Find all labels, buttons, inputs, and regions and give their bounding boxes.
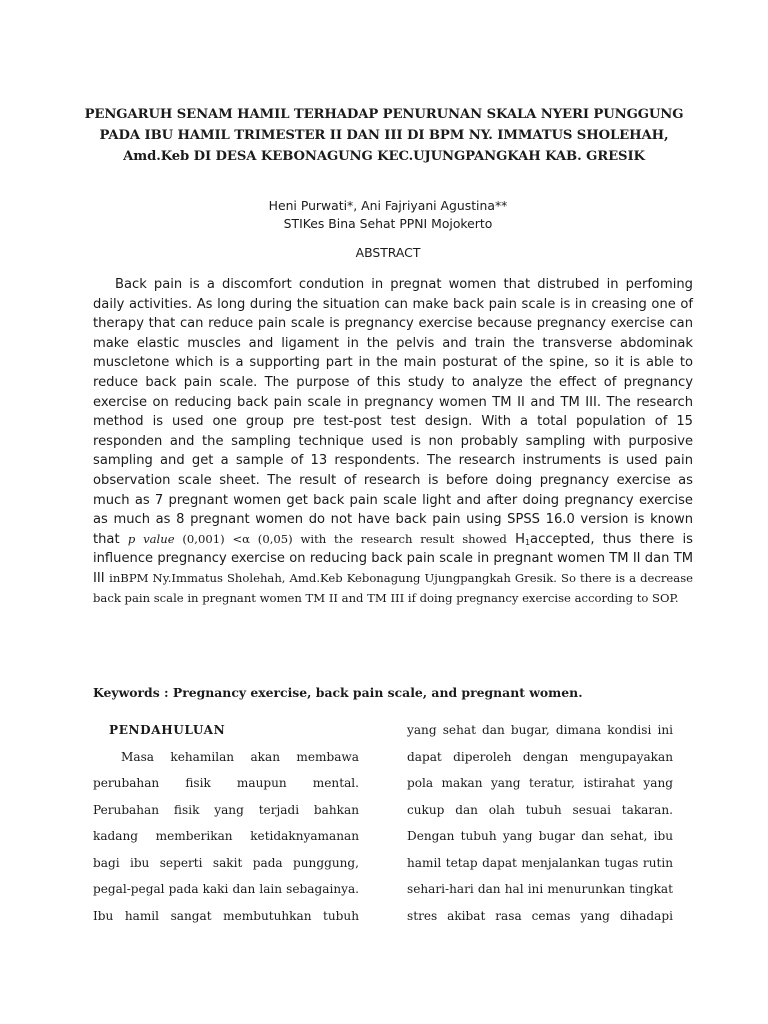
left-column-line: kadang memberikan ketidaknyamanan bbox=[93, 829, 359, 843]
left-column-line: Perubahan fisik yang terjadi bahkan bbox=[93, 802, 359, 817]
title-line-1: PENGARUH SENAM HAMIL TERHADAP PENURUNAN SKALA NYERI PUNGGUNG bbox=[84, 107, 684, 122]
abstract-hypothesis bbox=[507, 532, 530, 547]
abstract-stats: (0,001) <α (0,05) with the research result showed bbox=[174, 531, 507, 546]
title-line-2: PADA IBU HAMIL TRIMESTER II DAN III DI BPM NY. IMMATUS SHOLEHAH, bbox=[99, 128, 669, 143]
right-column bbox=[407, 717, 673, 929]
title-line-3: Amd.Keb DI DESA KEBONAGUNG KEC.UJUNGPANGKAH KAB. GRESIK bbox=[123, 149, 645, 164]
right-column-line: stres akibat rasa cemas yang dihadapi bbox=[407, 908, 673, 923]
left-column-line: Ibu hamil sangat membutuhkan tubuh bbox=[93, 908, 359, 923]
abstract-text-part2: accepted, thus there is influence pregnancy exercise on reducing back pain scale in pregnant women TM II dan TM III bbox=[93, 531, 693, 586]
left-column-line: bagi ibu seperti sakit pada punggung, bbox=[93, 855, 359, 870]
author-affiliation: STIKes Bina Sehat PPNI Mojokerto bbox=[283, 216, 493, 231]
author-names: Heni Purwati*, Ani Fajriyani Agustina** bbox=[268, 198, 508, 213]
hypothesis-h: H bbox=[506, 531, 525, 547]
section-heading: PENDAHULUAN bbox=[109, 723, 226, 737]
left-column-line: Masa kehamilan akan membawa bbox=[121, 749, 359, 764]
paper-title bbox=[60, 104, 708, 167]
left-column-line: pegal-pegal pada kaki dan lain sebagainya. bbox=[93, 882, 359, 896]
abstract-p-value: p value bbox=[127, 531, 175, 546]
abstract-text-part3: inBPM Ny.Immatus Sholehah, Amd.Keb Kebonagung Ujungpangkah Gresik. So there is a decrease back pain scale in pregnant women TM II and TM III if doing pregnancy exercise according to SOP. bbox=[93, 570, 694, 605]
right-column-line: yang sehat dan bugar, dimana kondisi ini bbox=[407, 723, 673, 737]
right-column-line: pola makan yang teratur, istirahat yang bbox=[407, 776, 673, 790]
hypothesis-subscript: 1 bbox=[524, 537, 531, 547]
abstract-text-part1: Back pain is a discomfort condution in pregnat women that distrubed in perfoming daily activities. As long during the situation can make back pain scale is in creasing one of therapy that can reduce pain scale is pregnancy exercise because pregnancy exercise can make elastic muscles and ligament in the pelvis and train the transverse abdominak muscletone which is a supporting part in the main posturat of the spine, so it is able to reduce back pain scale. The purpose of this study to analyze the effect of pregnancy exercise on reducing back pain scale in pregnancy women TM II and TM III. The research method is used one group pre test-post test design. With a total population of 15 responden and the sampling technique used is non probably sampling with purposive sampling and get a sample of 13 respondents. The research instruments is used pain observation scale sheet. The result of research is before doing pregnancy exercise as much as 7 pregnant women get back pain scale light and after doing pregnancy exercise as much as 8 pregnant women do not have back pain using SPSS 16.0 version is known that bbox=[93, 277, 693, 547]
right-column-line: cukup dan olah tubuh sesuai takaran. bbox=[407, 802, 673, 817]
right-column-line: hamil tetap dapat menjalankan tugas rutin bbox=[407, 855, 673, 870]
left-column bbox=[93, 717, 359, 929]
abstract-body bbox=[93, 275, 693, 608]
left-column-line: perubahan fisik maupun mental. bbox=[93, 776, 359, 790]
keywords: Keywords : Pregnancy exercise, back pain scale, and pregnant women. bbox=[93, 685, 583, 700]
right-column-line: sehari-hari dan hal ini menurunkan tingkat bbox=[407, 882, 673, 896]
right-column-line: dapat diperoleh dengan mengupayakan bbox=[407, 749, 673, 764]
abstract-heading: ABSTRACT bbox=[355, 245, 421, 260]
right-column-line: Dengan tubuh yang bugar dan sehat, ibu bbox=[407, 829, 673, 843]
